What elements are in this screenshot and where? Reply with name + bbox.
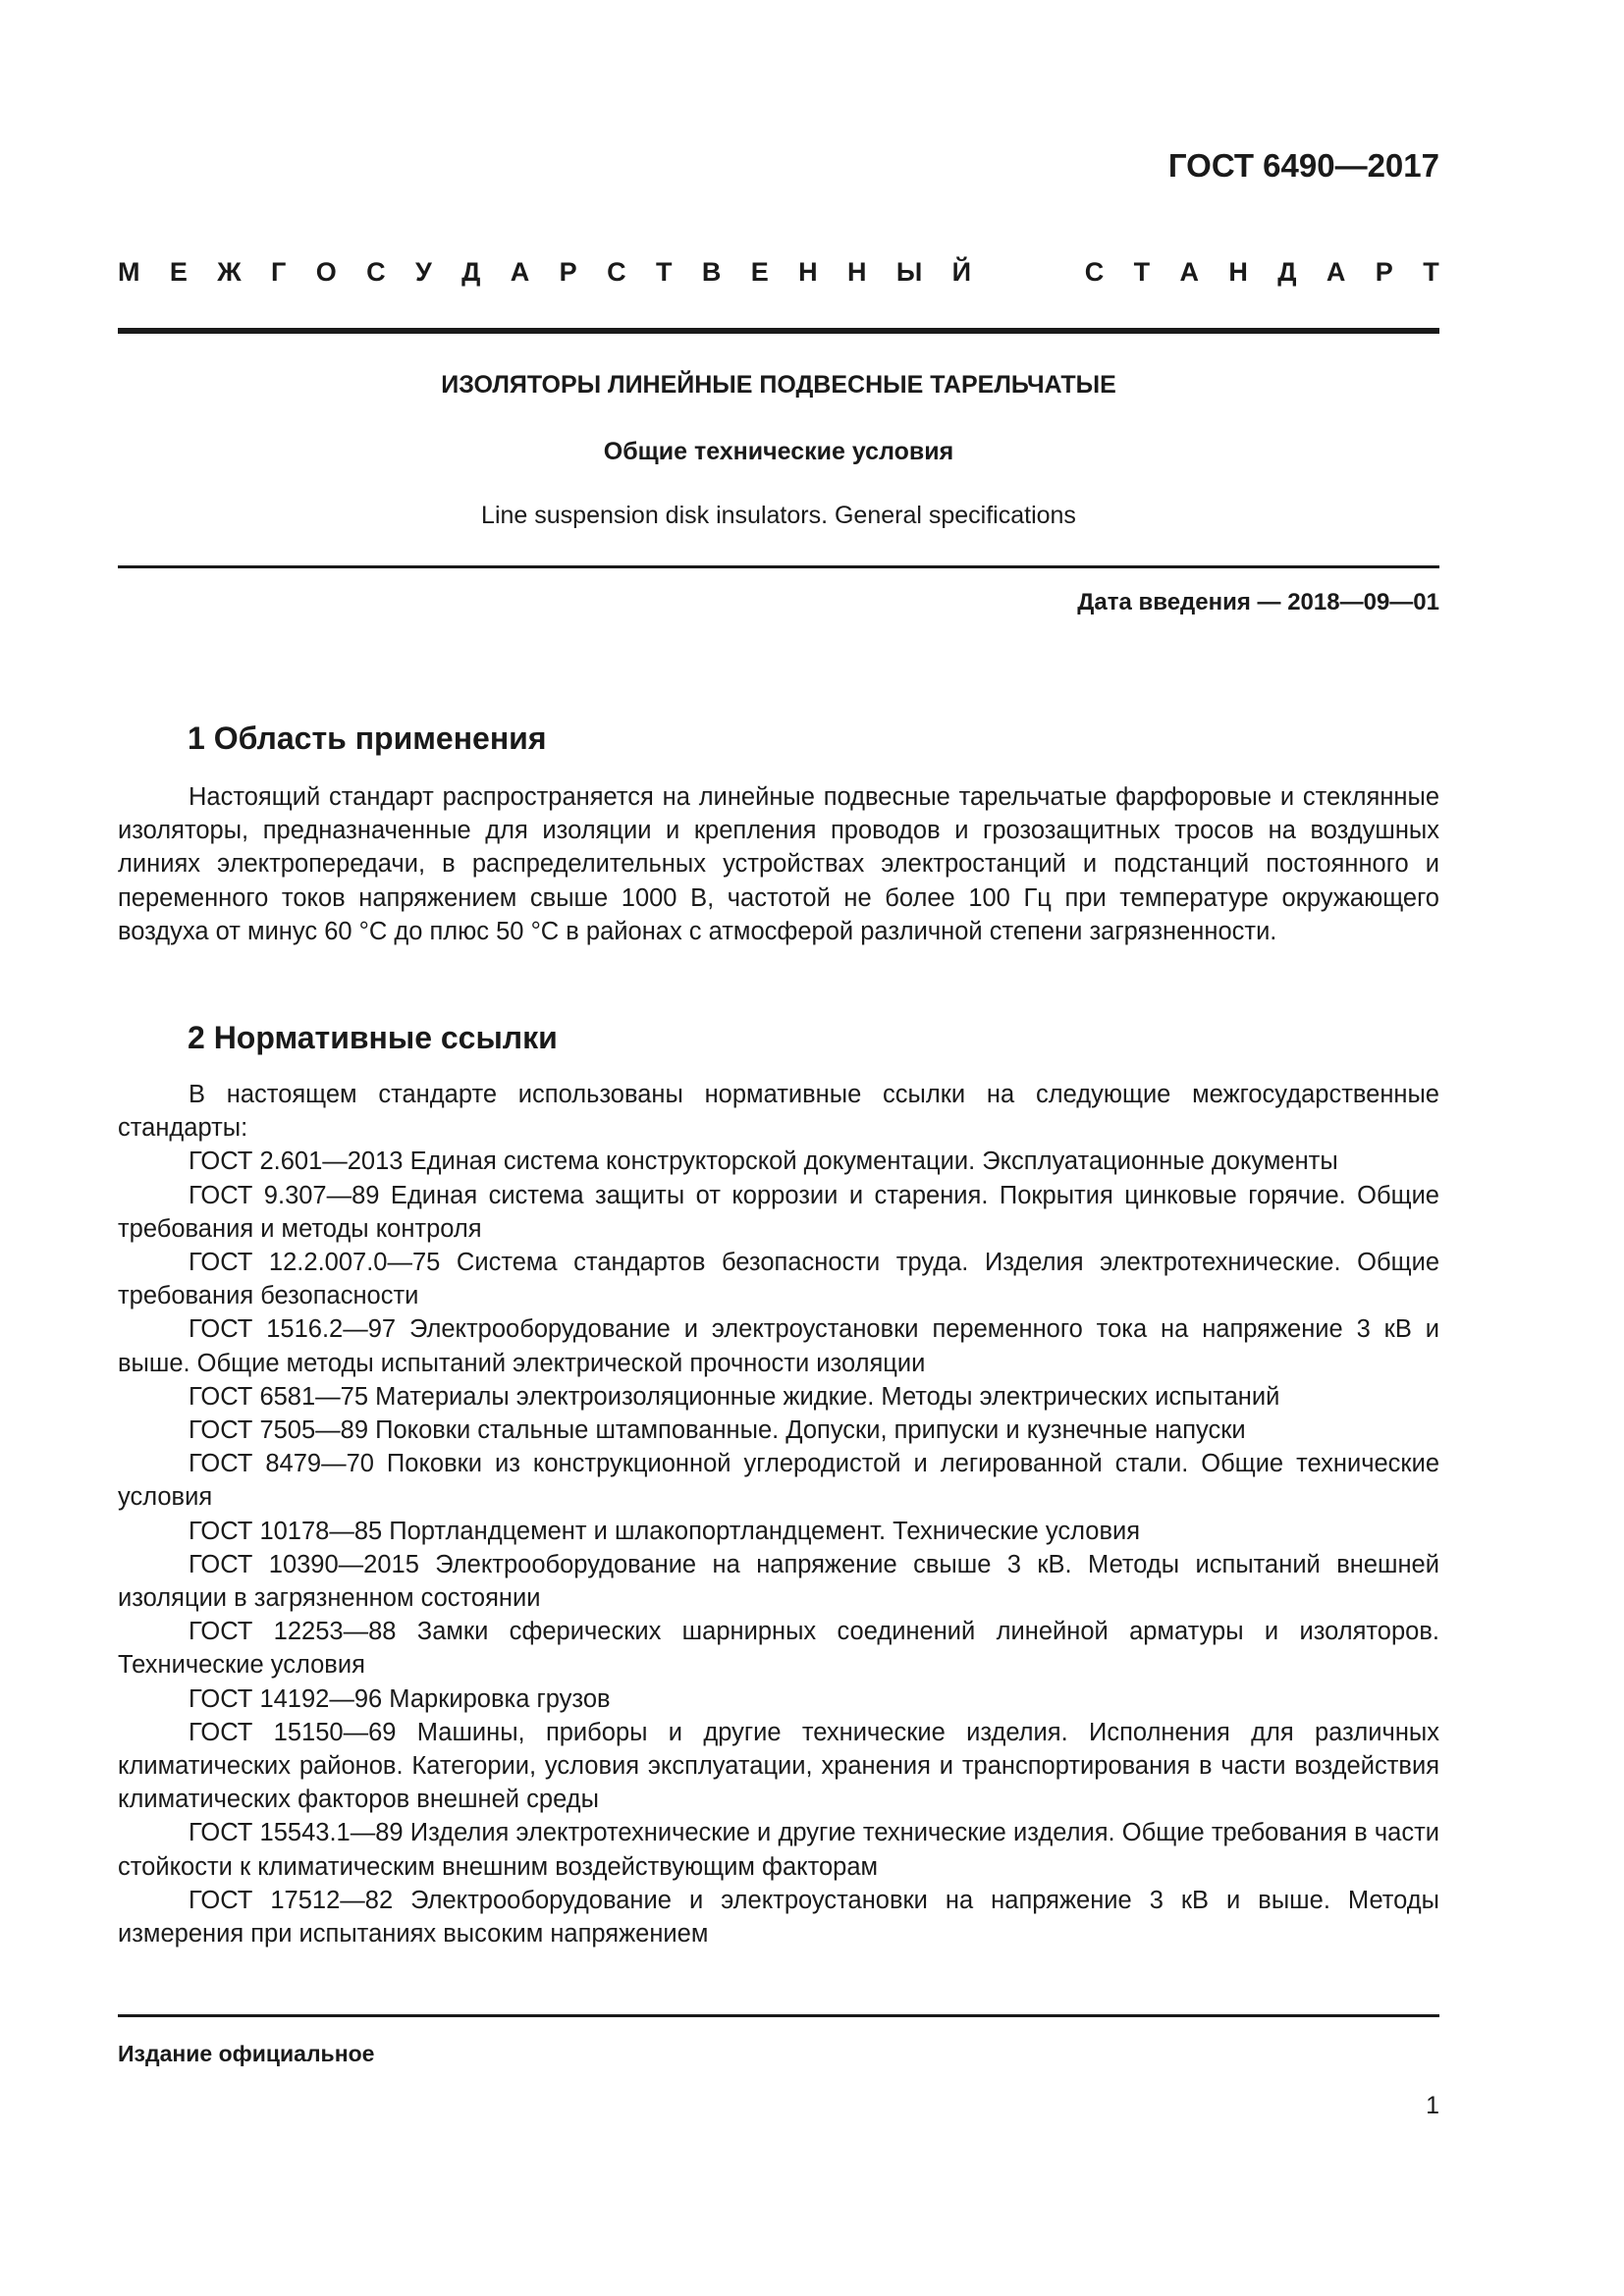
official-edition-note: Издание официальное bbox=[118, 2041, 375, 2066]
banner-letter: Н bbox=[1228, 257, 1248, 287]
banner-letter: В bbox=[701, 257, 722, 287]
reference-item: ГОСТ 9.307—89 Единая система защиты от коррозии и старения. Покрытия цинковые горячие. Общие требования и методы контроля bbox=[118, 1181, 1439, 1243]
banner-letter: Н bbox=[846, 257, 867, 287]
banner-letter: Р bbox=[1375, 257, 1393, 287]
banner-letter: Т bbox=[1133, 257, 1151, 287]
document-page bbox=[118, 0, 1439, 2296]
banner-letter: А bbox=[510, 257, 530, 287]
section-2-intro: В настоящем стандарте использованы нормативные ссылки на следующие межгосударственные стандарты: bbox=[118, 1081, 1439, 1143]
banner-letter: М bbox=[118, 257, 140, 287]
reference-item: ГОСТ 14192—96 Маркировка грузов bbox=[189, 1684, 611, 1713]
banner-letter: Ж bbox=[217, 257, 242, 287]
banner-letter: Т bbox=[1423, 257, 1439, 287]
document-title-english: Line suspension disk insulators. General specifications bbox=[481, 502, 1076, 529]
banner-word-gap bbox=[1001, 257, 1055, 291]
reference-item: ГОСТ 2.601—2013 Единая система конструкторской документации. Эксплуатационные документы bbox=[189, 1148, 1338, 1176]
banner-letter: Г bbox=[271, 257, 287, 287]
banner-letter: О bbox=[315, 257, 337, 287]
reference-item: ГОСТ 15150—69 Машины, приборы и другие технические изделия. Исполнения для различных климатических районов. Категории, условия эксплуатации, хранения и транспортирования в части воздействия климатических факторов внешней среды bbox=[118, 1718, 1439, 1814]
page-number: 1 bbox=[1426, 2092, 1439, 2119]
section-2-heading: 2 Нормативные ссылки bbox=[188, 1020, 558, 1055]
section-1-heading: 1 Область применения bbox=[188, 721, 547, 756]
banner-letter: Д bbox=[1277, 257, 1297, 287]
reference-item: ГОСТ 7505—89 Поковки стальные штампованные. Допуски, припуски и кузнечные напуски bbox=[189, 1416, 1246, 1445]
banner-letter: Н bbox=[798, 257, 818, 287]
banner-letter: С bbox=[1084, 257, 1105, 287]
reference-item: ГОСТ 17512—82 Электрооборудование и электроустановки на напряжение 3 кВ и выше. Методы измерения при испытаниях высоким напряжением bbox=[118, 1886, 1439, 1949]
document-title: ИЗОЛЯТОРЫ ЛИНЕЙНЫЕ ПОДВЕСНЫЕ ТАРЕЛЬЧАТЫЕ bbox=[441, 371, 1116, 399]
introduction-date: Дата введения — 2018—09—01 bbox=[1077, 589, 1439, 615]
title-divider bbox=[118, 565, 1439, 568]
document-number: ГОСТ 6490—2017 bbox=[1167, 147, 1439, 184]
reference-item: ГОСТ 1516.2—97 Электрооборудование и электроустановки переменного тока на напряжение 3 кВ и выше. Общие методы испытаний электрической прочности изоляции bbox=[118, 1315, 1439, 1377]
banner-letter: С bbox=[607, 257, 626, 287]
section-1-text: Настоящий стандарт распространяется на линейные подвесные тарельчатые фарфоровые и стеклянные изоляторы, предназначенные для изоляции и крепления проводов и грозозащитных тросов на воздушных линиях электропередачи, в распределительных устройствах электростанций и подстанций постоянного и переменного токов напряжением свыше 1000 В, частотой не более 100 Гц при температуре окружающего воздуха от минус 60 °С до плюс 50 °С в районах с атмосферой различной степени загрязненности. bbox=[118, 783, 1439, 945]
reference-item: ГОСТ 8479—70 Поковки из конструкционной углеродистой и легированной стали. Общие технические условия bbox=[118, 1450, 1439, 1512]
banner-letter: У bbox=[415, 257, 432, 287]
reference-item: ГОСТ 10178—85 Портландцемент и шлакопортландцемент. Технические условия bbox=[189, 1517, 1141, 1545]
reference-item: ГОСТ 6581—75 Материалы электроизоляционные жидкие. Методы электрических испытаний bbox=[189, 1382, 1280, 1411]
normative-references bbox=[118, 1078, 1439, 1950]
footer-divider bbox=[118, 2014, 1439, 2017]
document-subtitle: Общие технические условия bbox=[603, 438, 954, 465]
banner-letter: Т bbox=[655, 257, 673, 287]
reference-item: ГОСТ 12253—88 Замки сферических шарнирных соединений линейной арматуры и изоляторов. Технические условия bbox=[118, 1618, 1439, 1680]
banner-letter: Д bbox=[461, 257, 481, 287]
reference-item: ГОСТ 15543.1—89 Изделия электротехнические и другие технические изделия. Общие требования в части стойкости к климатическим внешним воздействующим факторам bbox=[118, 1819, 1439, 1881]
banner-letter: А bbox=[1179, 257, 1200, 287]
banner-letter: А bbox=[1326, 257, 1346, 287]
reference-item: ГОСТ 10390—2015 Электрооборудование на напряжение свыше 3 кВ. Методы испытаний внешней изоляции в загрязненном состоянии bbox=[118, 1550, 1439, 1613]
banner-letter: С bbox=[366, 257, 386, 287]
standard-type-banner bbox=[118, 257, 1439, 291]
header-divider bbox=[118, 328, 1439, 334]
banner-letter: Ы bbox=[895, 257, 923, 287]
banner-letter: Р bbox=[559, 257, 577, 287]
reference-item: ГОСТ 12.2.007.0—75 Система стандартов безопасности труда. Изделия электротехнические. Общие требования безопасности bbox=[118, 1249, 1439, 1310]
banner-letter: Е bbox=[169, 257, 188, 287]
banner-letter: Е bbox=[750, 257, 769, 287]
banner-letter: Й bbox=[951, 257, 972, 287]
